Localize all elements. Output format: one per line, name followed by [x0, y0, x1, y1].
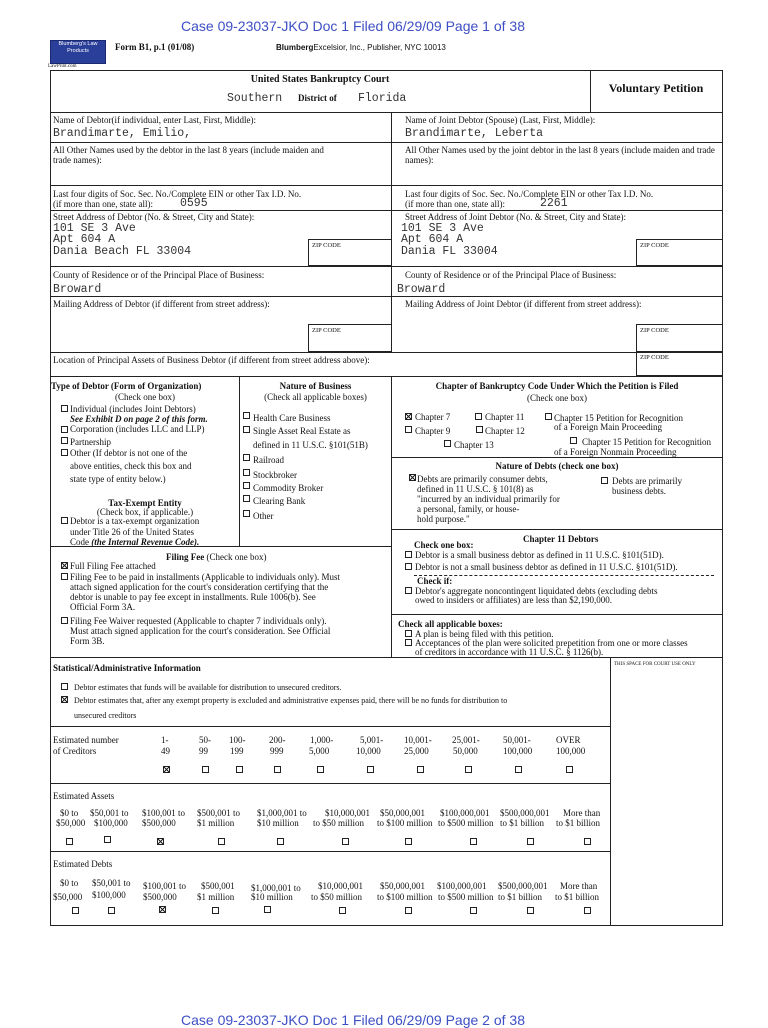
funds-available-label: Debtor estimates that funds will be available for distribution to unsecured creditors.: [74, 683, 342, 692]
assets-range: $50,001 to: [90, 808, 129, 818]
debtor-county-label: County of Residence or of the Principal Place of Business:: [53, 270, 265, 280]
debtor-mailing-label: Mailing Address of Debtor (if different from street address):: [53, 299, 270, 309]
acceptances-checkbox[interactable]: [405, 639, 412, 646]
debts-range: to $1 billion: [498, 892, 543, 902]
joint-county: Broward: [397, 283, 446, 296]
assets-range: $50,000,001: [380, 808, 425, 818]
funds-available-checkbox[interactable]: [61, 683, 68, 690]
full-fee-checkbox[interactable]: [61, 562, 68, 569]
debts-checkbox[interactable]: [584, 907, 591, 914]
creditors-checkbox[interactable]: [236, 766, 243, 773]
debts-range: $0 to: [60, 878, 79, 888]
assets-range: to $50 million: [313, 818, 365, 828]
ch11-check-one: Check one box:: [414, 540, 474, 550]
creditors-range: 49: [161, 746, 170, 756]
publisher-line: BlumbergExcelsior, Inc., Publisher, NYC 10013: [276, 43, 446, 52]
joint-ssn-label-2: (if more than one, state all):: [405, 199, 505, 209]
single-asset-label-1: Single Asset Real Estate as: [253, 426, 351, 436]
corporation-label: Corporation (includes LLC and LLP): [70, 424, 205, 434]
consumer-debts-label-5: hold purpose.": [417, 514, 470, 524]
ch11-check-all: Check all applicable boxes:: [398, 619, 503, 629]
debts-range: $50,001 to: [92, 878, 131, 888]
installments-line-1: Filing Fee to be paid in installments (Applicable to individuals only). Must: [70, 572, 340, 582]
creditors-range: 100-: [229, 735, 246, 745]
single-asset-label-2: defined in 11 U.S.C. §101(51B): [253, 440, 368, 450]
joint-county-label: County of Residence or of the Principal Place of Business:: [405, 270, 617, 280]
creditors-range: 199: [230, 746, 244, 756]
clearing-bank-checkbox[interactable]: [243, 495, 250, 502]
chapter-12-label: Chapter 12: [485, 426, 525, 436]
nature-business-title: Nature of Business: [279, 381, 352, 391]
assets-range: $10 million: [257, 818, 299, 828]
business-debts-checkbox[interactable]: [601, 477, 608, 484]
chapter-12-checkbox[interactable]: [476, 426, 483, 433]
other-entity-checkbox[interactable]: [61, 449, 68, 456]
health-care-checkbox[interactable]: [243, 412, 250, 419]
type-of-debtor-sub: (Check one box): [115, 392, 175, 402]
fee-waiver-line-1: Filing Fee Waiver requested (Applicable to chapter 7 individuals only).: [70, 616, 327, 626]
chapter-7-label: Chapter 7: [415, 412, 451, 422]
assets-checkbox[interactable]: [218, 838, 225, 845]
commodity-label: Commodity Broker: [253, 483, 324, 493]
debtor-street-label: Street Address of Debtor (No. & Street, City and State):: [53, 212, 255, 222]
aggregate-debts-line-1: Debtor's aggregate noncontingent liquidated debts (excluding debts: [415, 586, 658, 596]
railroad-label: Railroad: [253, 455, 284, 465]
debtor-mailing-zip: ZIP CODE: [308, 324, 392, 352]
debtor-other-names-label: All Other Names used by the debtor in the last 8 years (include maiden and trade names):: [53, 145, 324, 165]
assets-range: $100,000,001: [440, 808, 490, 818]
state-name: Florida: [358, 92, 407, 105]
court-use-label: THIS SPACE FOR COURT USE ONLY: [614, 662, 696, 667]
creditors-range: 1,000-: [310, 735, 334, 745]
tax-exempt-title: Tax-Exempt Entity: [108, 498, 182, 508]
chapter-9-label: Chapter 9: [415, 426, 451, 436]
consumer-debts-label-4: a personal, family, or house-: [417, 504, 520, 514]
form-code: Form B1, p.1 (01/08): [115, 42, 195, 52]
tax-exempt-sub: (Check box, if applicable.): [96, 507, 194, 517]
business-debts-label-2: business debts.: [612, 486, 666, 496]
not-small-business-checkbox[interactable]: [405, 563, 412, 570]
debts-checkbox[interactable]: [470, 907, 477, 914]
stockbroker-checkbox[interactable]: [243, 469, 250, 476]
partnership-label: Partnership: [70, 437, 111, 447]
court-title: United States Bankruptcy Court: [250, 74, 390, 85]
creditors-label-2: of Creditors: [53, 746, 97, 756]
assets-checkbox[interactable]: [157, 838, 164, 845]
joint-mailing-zip: ZIP CODE: [636, 324, 722, 352]
no-funds-label: Debtor estimates that, after any exempt property is excluded and administrative expenses paid, there will be no funds for distribution to: [74, 696, 508, 705]
logo-sub: LawPrint.com: [48, 64, 77, 69]
creditors-range: OVER: [556, 735, 581, 745]
chapter-13-label: Chapter 13: [454, 440, 494, 450]
creditors-range: 10,001-: [404, 735, 432, 745]
fee-waiver-line-3: Form 3B.: [70, 636, 105, 646]
petition-title: Voluntary Petition: [608, 81, 704, 95]
chapter-11-checkbox[interactable]: [475, 413, 482, 420]
assets-range: $10,000,001: [325, 808, 370, 818]
joint-ssn-label: Last four digits of Soc. Sec. No./Complete EIN or other Tax I.D. No.: [405, 189, 654, 199]
creditors-range: 100,000: [503, 746, 533, 756]
debts-range: $10,000,001: [318, 881, 363, 891]
creditors-range: 10,000: [356, 746, 381, 756]
joint-street-1: 101 SE 3 Ave: [401, 222, 484, 235]
joint-street-2: Apt 604 A: [401, 233, 464, 246]
creditors-checkbox[interactable]: [515, 766, 522, 773]
debts-range: More than: [560, 881, 598, 891]
debts-range: to $50 million: [311, 892, 363, 902]
assets-checkbox[interactable]: [527, 838, 534, 845]
ch11-check-if: Check if:: [417, 576, 453, 586]
next-page-header: Case 09-23037-JKO Doc 1 Filed 06/29/09 Page 2 of 38: [181, 1012, 525, 1028]
stat-title: Statistical/Administrative Information: [53, 663, 201, 673]
debtor-ssn-label-2: (if more than one, state all):: [53, 199, 153, 209]
creditors-checkbox[interactable]: [317, 766, 324, 773]
acceptances-line-1: Acceptances of the plan were solicited prepetition from one or more classes: [415, 638, 688, 648]
corporation-checkbox[interactable]: [61, 426, 68, 433]
creditors-range: 50,000: [453, 746, 478, 756]
location-zip: ZIP CODE: [636, 352, 722, 376]
creditors-range: 25,000: [404, 746, 429, 756]
single-asset-checkbox[interactable]: [243, 426, 250, 433]
assets-checkbox[interactable]: [277, 838, 284, 845]
debts-range: to $1 billion: [555, 892, 600, 902]
other-business-checkbox[interactable]: [243, 510, 250, 517]
assets-range: More than: [563, 808, 601, 818]
other-entity-label-3: state type of entity below.): [70, 474, 166, 484]
clearing-bank-label: Clearing Bank: [253, 496, 306, 506]
creditors-checkbox[interactable]: [367, 766, 374, 773]
debtor-name-label: Name of Debtor(if individual, enter Last, First, Middle):: [53, 115, 256, 125]
debts-range: $500,000,001: [498, 881, 548, 891]
debts-range: $500,000: [143, 892, 177, 902]
assets-checkbox[interactable]: [470, 838, 477, 845]
chapter-15-main-checkbox[interactable]: [545, 413, 552, 420]
tax-exempt-checkbox[interactable]: [61, 517, 68, 524]
debts-range: to $100 million: [377, 892, 433, 902]
other-entity-label-2: above entities, check this box and: [70, 461, 192, 471]
debts-checkbox[interactable]: [108, 907, 115, 914]
debtor-ssn: 0595: [180, 197, 208, 210]
joint-other-names-label: All Other Names used by the joint debtor in the last 8 years (include maiden and trade names):: [405, 145, 715, 165]
joint-street-label: Street Address of Joint Debtor (No. & Street, City and State):: [405, 212, 626, 222]
assets-range: $50,000: [56, 818, 86, 828]
chapter-13-checkbox[interactable]: [444, 440, 451, 447]
creditors-range: 1-: [161, 735, 169, 745]
creditors-range: 100,000: [556, 746, 586, 756]
debtor-ssn-label: Last four digits of Soc. Sec. No./Complete EIN or other Tax I.D. No.: [53, 189, 302, 199]
joint-street-3: Dania FL 33004: [401, 245, 498, 258]
district-name: Southern: [227, 92, 283, 105]
joint-zip-box: ZIP CODE: [636, 239, 722, 266]
creditors-range: 5,000: [309, 746, 330, 756]
chapter-9-checkbox[interactable]: [405, 426, 412, 433]
assets-checkbox[interactable]: [66, 838, 73, 845]
creditors-range: 200-: [269, 735, 286, 745]
aggregate-debts-checkbox[interactable]: [405, 587, 412, 594]
not-small-business-label: Debtor is not a small business debtor as defined in 11 U.S.C. §101(51D).: [415, 562, 678, 572]
tax-exempt-line-2: under Title 26 of the United States: [70, 527, 194, 537]
assets-range: $1 million: [197, 818, 235, 828]
debtor-county: Broward: [53, 283, 102, 296]
assets-range: to $100 million: [377, 818, 433, 828]
joint-name-label: Name of Joint Debtor (Spouse) (Last, First, Middle):: [405, 115, 596, 125]
creditors-checkbox[interactable]: [274, 766, 281, 773]
assets-range: $100,000: [94, 818, 128, 828]
creditors-checkbox[interactable]: [202, 766, 209, 773]
debts-checkbox[interactable]: [527, 907, 534, 914]
debts-checkbox[interactable]: [264, 906, 271, 913]
creditors-label-1: Estimated number: [53, 735, 119, 745]
creditors-checkbox[interactable]: [465, 766, 472, 773]
no-funds-checkbox[interactable]: [61, 696, 68, 703]
assets-checkbox[interactable]: [342, 838, 349, 845]
chapter-15-main-label-1: Chapter 15 Petition for Recognition: [554, 413, 683, 423]
debts-range: $100,000,001: [437, 881, 487, 891]
installments-checkbox[interactable]: [61, 573, 68, 580]
fee-waiver-line-2: Must attach signed application for the court's consideration. See Official: [70, 626, 331, 636]
fee-waiver-checkbox[interactable]: [61, 617, 68, 624]
exhibit-d-note: See Exhibit D on page 2 of this form.: [70, 414, 208, 424]
assets-checkbox[interactable]: [405, 838, 412, 845]
plan-filed-checkbox[interactable]: [405, 630, 412, 637]
debts-label: Estimated Debts: [53, 859, 113, 869]
other-business-label: Other: [253, 511, 274, 521]
creditors-range: 999: [270, 746, 284, 756]
assets-range: $100,001 to: [142, 808, 186, 818]
assets-checkbox[interactable]: [104, 836, 111, 843]
debts-checkbox[interactable]: [339, 907, 346, 914]
full-fee-label: Full Filing Fee attached: [70, 561, 156, 571]
tax-exempt-line-1: Debtor is a tax-exempt organization: [70, 516, 200, 526]
joint-ssn: 2261: [540, 197, 568, 210]
chapter-11-label: Chapter 11: [485, 412, 525, 422]
chapter-15-main-label-2: of a Foreign Main Proceeding: [554, 422, 662, 432]
chapter-15-nonmain-label-2: of a Foreign Nonmain Proceeding: [554, 447, 677, 457]
debtor-street-1: 101 SE 3 Ave: [53, 222, 136, 235]
consumer-debts-checkbox[interactable]: [409, 474, 416, 481]
chapter-7-checkbox[interactable]: [405, 413, 412, 420]
health-care-label: Health Care Business: [253, 413, 331, 423]
debts-checkbox[interactable]: [159, 906, 166, 913]
installments-line-3: debtor is unable to pay fee except in installments. Rule 1006(b). See: [70, 592, 316, 602]
no-funds-label-2: unsecured creditors: [74, 711, 137, 720]
creditors-range: 5,001-: [360, 735, 384, 745]
debts-range: to $500 million: [438, 892, 494, 902]
debts-range: $1 million: [197, 892, 235, 902]
individual-checkbox[interactable]: [61, 405, 68, 412]
consumer-debts-label-3: "incurred by an individual primarily for: [417, 494, 560, 504]
stockbroker-label: Stockbroker: [253, 470, 297, 480]
acceptances-line-2: of creditors in accordance with 11 U.S.C. § 1126(b).: [415, 647, 604, 657]
debts-checkbox[interactable]: [72, 907, 79, 914]
commodity-checkbox[interactable]: [243, 482, 250, 489]
individual-label: Individual (includes Joint Debtors): [70, 404, 196, 414]
aggregate-debts-line-2: owed to insiders or affiliates) are less than $2,190,000.: [415, 595, 613, 605]
railroad-checkbox[interactable]: [243, 454, 250, 461]
chapter-15-nonmain-checkbox[interactable]: [570, 437, 577, 444]
debts-range: $1,000,001 to: [251, 883, 301, 893]
location-label: Location of Principal Assets of Business Debtor (if different from street address above):: [53, 355, 370, 365]
debts-checkbox[interactable]: [405, 907, 412, 914]
debtor-street-2: Apt 604 A: [53, 233, 116, 246]
assets-range: $500,000: [142, 818, 176, 828]
installments-line-4: Official Form 3A.: [70, 602, 136, 612]
debtor-zip-box: ZIP CODE: [308, 239, 392, 266]
assets-range: to $1 billion: [500, 818, 545, 828]
assets-range: to $1 billion: [556, 818, 601, 828]
partnership-checkbox[interactable]: [61, 437, 68, 444]
assets-label: Estimated Assets: [53, 791, 115, 801]
small-business-label: Debtor is a small business debtor as defined in 11 U.S.C. §101(51D).: [415, 550, 664, 560]
debts-range: $50,000: [53, 892, 83, 902]
assets-range: to $500 million: [438, 818, 494, 828]
other-entity-label-1: Other (If debtor is not one of the: [70, 448, 188, 458]
chapter-title: Chapter of Bankruptcy Code Under Which the Petition is Filed: [435, 381, 679, 391]
debts-range: $100,000: [92, 890, 126, 900]
ch11-title: Chapter 11 Debtors: [523, 534, 599, 544]
publisher-logo: Blumberg's Law Products: [50, 40, 106, 64]
debts-range: $50,000,001: [380, 881, 425, 891]
creditors-checkbox[interactable]: [163, 766, 170, 773]
tax-exempt-line-3: Code (the Internal Revenue Code).: [70, 537, 200, 547]
case-header: Case 09-23037-JKO Doc 1 Filed 06/29/09 Page 1 of 38: [181, 18, 525, 34]
debts-range: $500,001: [201, 881, 235, 891]
debtor-street-3: Dania Beach FL 33004: [53, 245, 192, 258]
creditors-checkbox[interactable]: [417, 766, 424, 773]
small-business-checkbox[interactable]: [405, 551, 412, 558]
assets-checkbox[interactable]: [584, 838, 591, 845]
type-of-debtor-title: Type of Debtor (Form of Organization): [51, 381, 202, 391]
creditors-checkbox[interactable]: [566, 766, 573, 773]
assets-range: $0 to: [60, 808, 79, 818]
joint-name: Brandimarte, Leberta: [405, 127, 544, 140]
joint-mailing-label: Mailing Address of Joint Debtor (if different from street address):: [405, 299, 642, 309]
filing-fee-title: Filing Fee (Check one box): [166, 552, 267, 562]
assets-range: $1,000,001 to: [257, 808, 307, 818]
consumer-debts-label-1: Debts are primarily consumer debts,: [417, 474, 548, 484]
consumer-debts-label-2: defined in 11 U.S.C. § 101(8) as: [417, 484, 534, 494]
debts-range: $10 million: [251, 892, 293, 902]
district-label: District of: [298, 93, 337, 103]
debtor-name: Brandimarte, Emilio,: [53, 127, 192, 140]
debts-range: $100,001 to: [143, 881, 187, 891]
chapter-sub: (Check one box): [527, 393, 587, 403]
business-debts-label-1: Debts are primarily: [612, 476, 682, 486]
creditors-range: 99: [199, 746, 208, 756]
chapter-15-nonmain-label-1: Chapter 15 Petition for Recognition: [582, 437, 711, 447]
plan-filed-label: A plan is being filed with this petition.: [415, 629, 554, 639]
nature-business-sub: (Check all applicable boxes): [264, 392, 367, 402]
assets-range: $500,000,001: [500, 808, 550, 818]
debts-checkbox[interactable]: [212, 907, 219, 914]
creditors-range: 25,001-: [452, 735, 480, 745]
nature-debts-title: Nature of Debts (check one box): [495, 461, 619, 471]
creditors-range: 50,001-: [503, 735, 531, 745]
assets-range: $500,001 to: [197, 808, 241, 818]
creditors-range: 50-: [199, 735, 211, 745]
installments-line-2: attach signed application for the court's consideration certifying that the: [70, 582, 329, 592]
